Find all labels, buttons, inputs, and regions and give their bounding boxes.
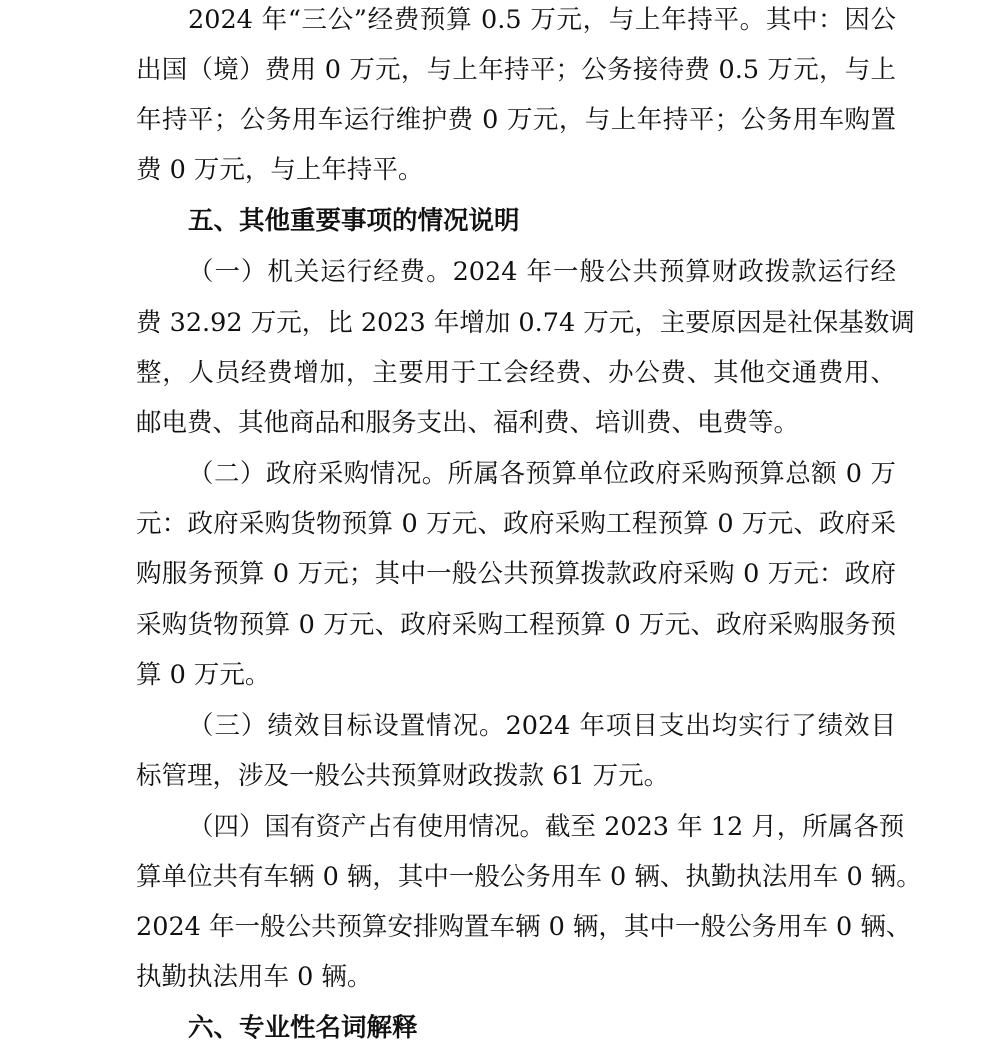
paragraph-three-public-line-4: 费 0 万元，与上年持平。	[136, 155, 424, 185]
section-heading-five: 五、其他重要事项的情况说明	[188, 206, 520, 236]
paragraph-performance-line-2: 标管理，涉及一般公共预算财政拨款 61 万元。	[136, 761, 670, 791]
section-heading-six: 六、专业性名词解释	[188, 1013, 418, 1042]
paragraph-procurement-line-2: 元：政府采购货物预算 0 万元、政府采购工程预算 0 万元、政府采	[136, 509, 896, 539]
paragraph-three-public-line-3: 年持平；公务用车运行维护费 0 万元，与上年持平；公务用车购置	[136, 105, 896, 135]
paragraph-assets-line-3: 2024 年一般公共预算安排购置车辆 0 辆，其中一般公务用车 0 辆、	[136, 912, 912, 942]
paragraph-operating-costs-line-4: 邮电费、其他商品和服务支出、福利费、培训费、电费等。	[136, 408, 800, 438]
paragraph-performance-line-1: （三）绩效目标设置情况。2024 年项目支出均实行了绩效目	[188, 711, 896, 741]
paragraph-procurement-line-4: 采购货物预算 0 万元、政府采购工程预算 0 万元、政府采购服务预	[136, 610, 896, 640]
paragraph-operating-costs-line-3: 整，人员经费增加，主要用于工会经费、办公费、其他交通费用、	[136, 358, 896, 388]
paragraph-assets-line-4: 执勤执法用车 0 辆。	[136, 962, 373, 992]
paragraph-procurement-line-3: 购服务预算 0 万元；其中一般公共预算拨款政府采购 0 万元：政府	[136, 559, 896, 589]
paragraph-assets-line-1: （四）国有资产占有使用情况。截至 2023 年 12 月，所属各预	[188, 812, 905, 842]
paragraph-operating-costs-line-2: 费 32.92 万元，比 2023 年增加 0.74 万元，主要原因是社保基数调	[136, 308, 915, 338]
paragraph-three-public-line-2: 出国（境）费用 0 万元，与上年持平；公务接待费 0.5 万元，与上	[136, 55, 896, 85]
paragraph-operating-costs-line-1: （一）机关运行经费。2024 年一般公共预算财政拨款运行经	[188, 257, 896, 287]
paragraph-assets-line-2: 算单位共有车辆 0 辆，其中一般公务用车 0 辆、执勤执法用车 0 辆。	[136, 862, 922, 892]
paragraph-procurement-line-5: 算 0 万元。	[136, 660, 271, 690]
paragraph-procurement-line-1: （二）政府采购情况。所属各预算单位政府采购预算总额 0 万	[188, 459, 896, 489]
paragraph-three-public-line-1: 2024 年“三公”经费预算 0.5 万元，与上年持平。其中：因公	[188, 5, 896, 35]
